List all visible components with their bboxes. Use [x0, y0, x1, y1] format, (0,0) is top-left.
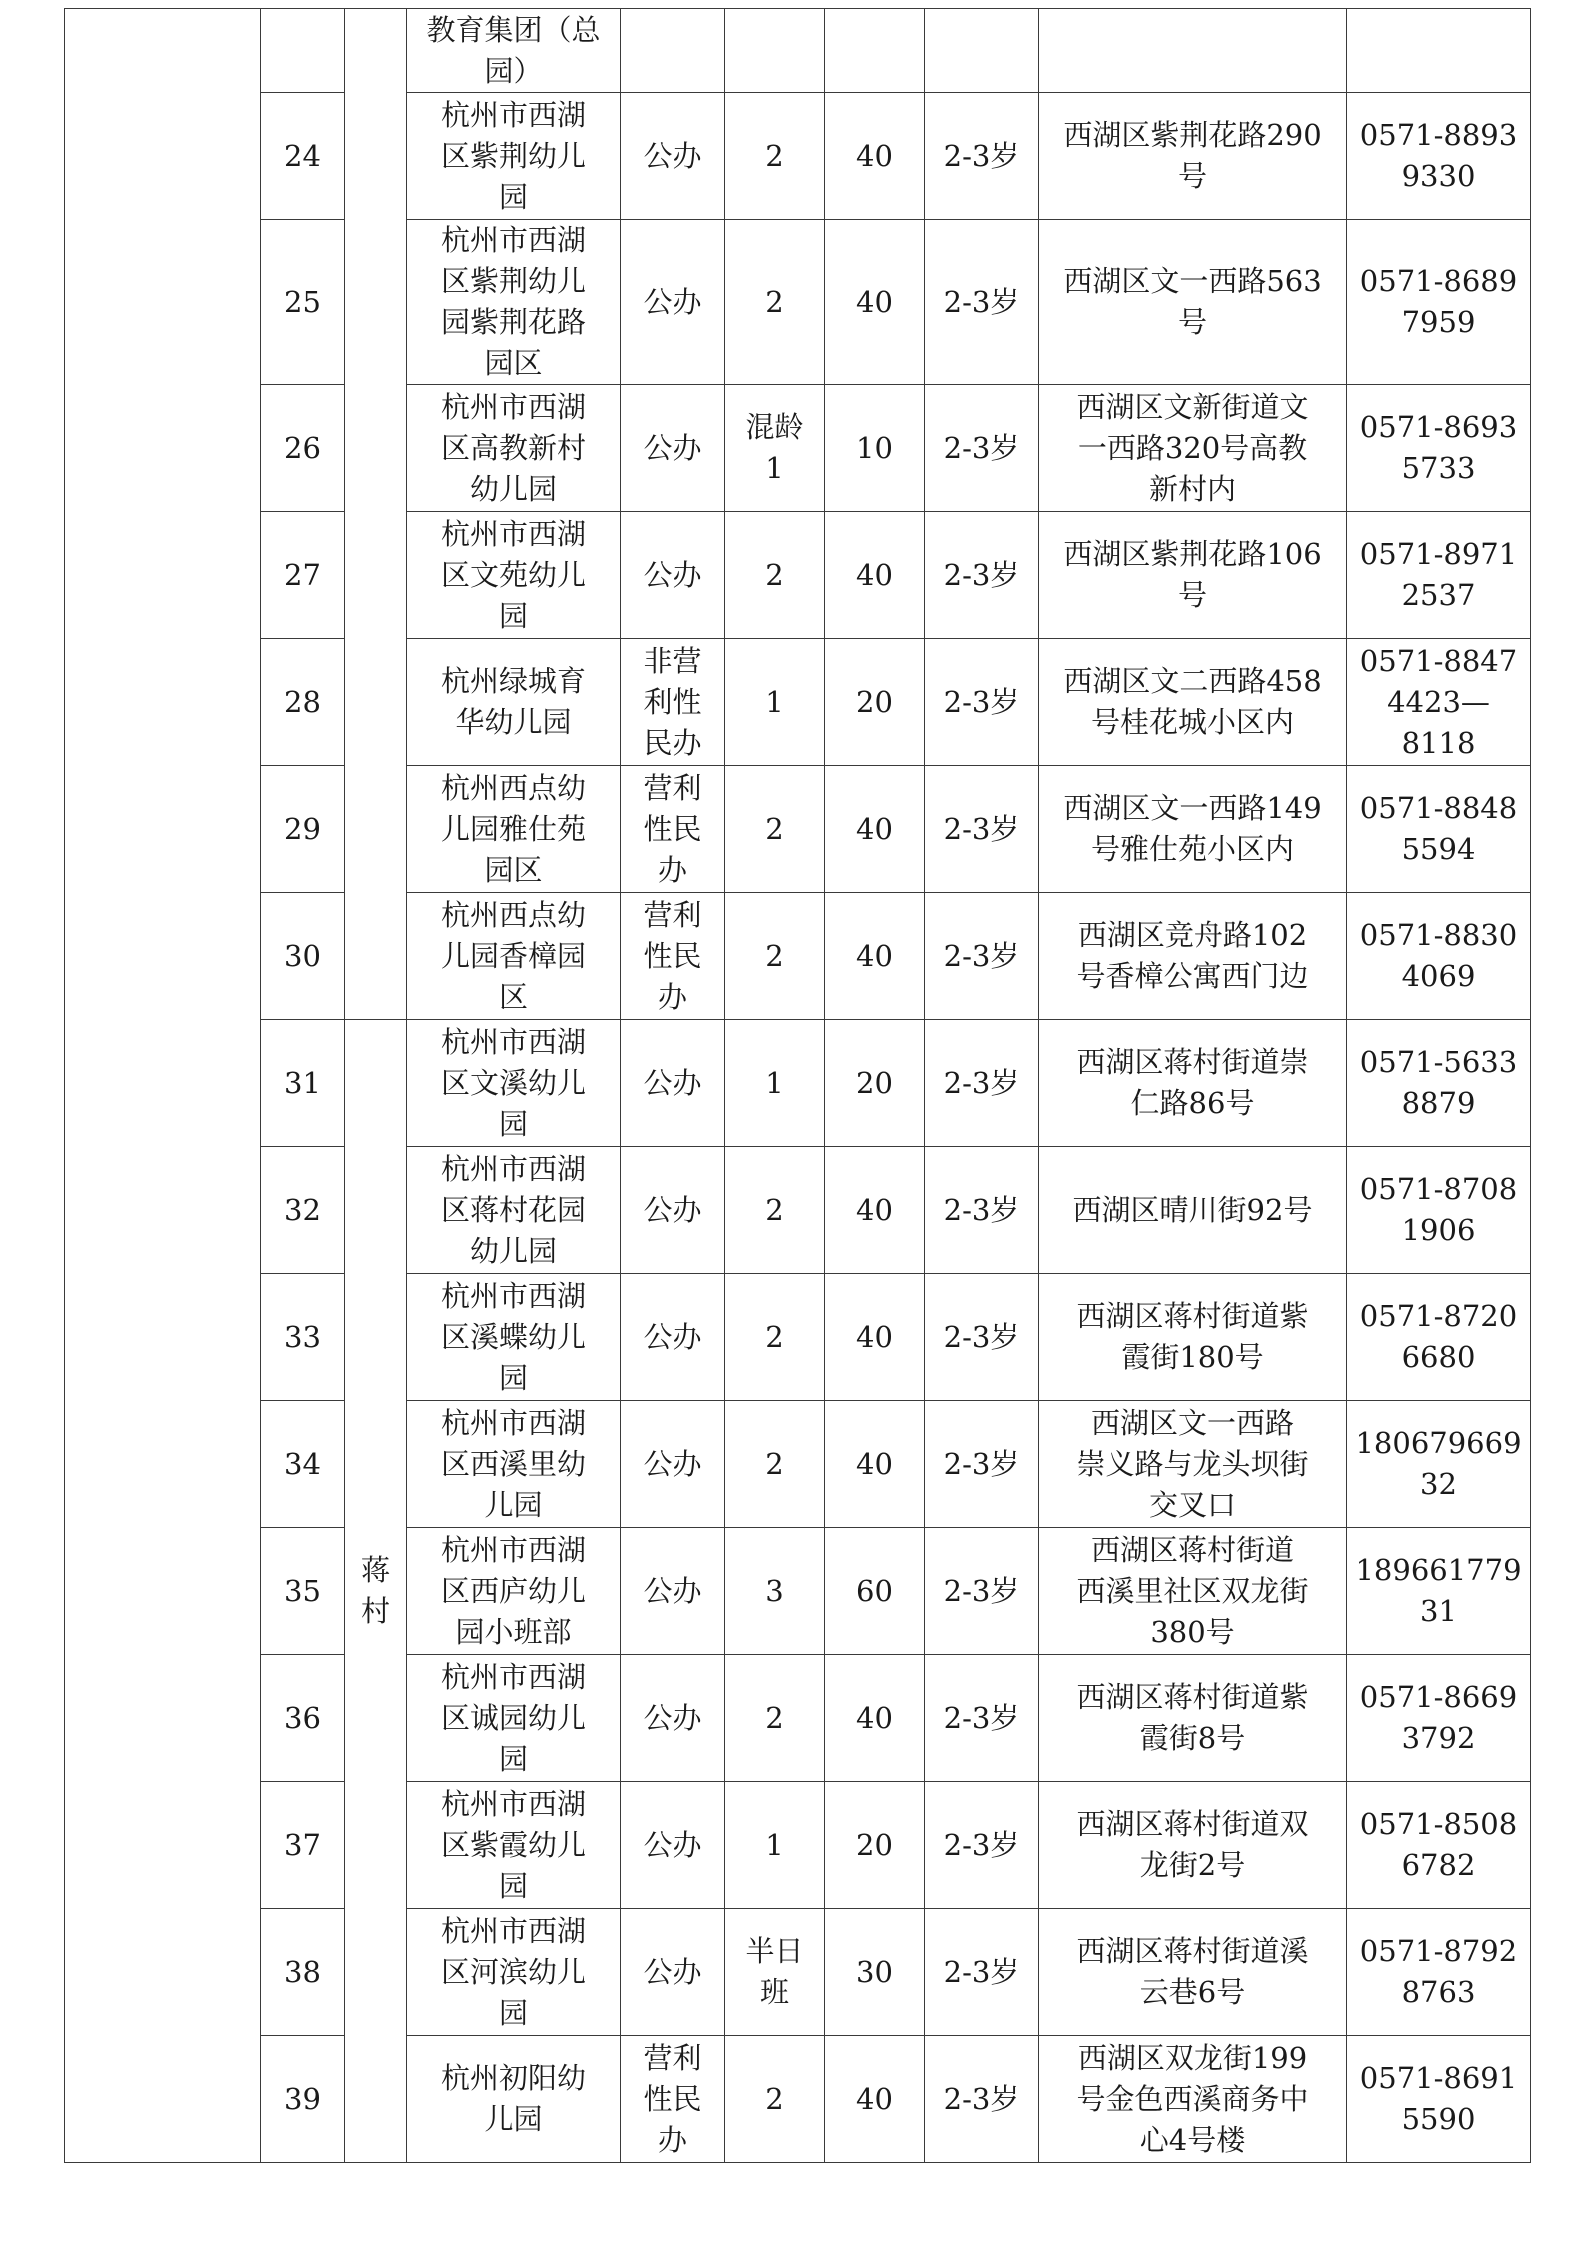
- no-cell: 34: [261, 1401, 345, 1528]
- name-cell: 杭州市西湖 区文苑幼儿 园: [407, 512, 621, 639]
- age-cell: 2-3岁: [925, 1655, 1039, 1782]
- type-cell: 公办: [621, 385, 725, 512]
- phone-cell: [1347, 9, 1531, 93]
- type-cell: 营利 性民 办: [621, 2036, 725, 2163]
- table-row: [65, 1147, 1531, 1274]
- age-cell: 2-3岁: [925, 93, 1039, 220]
- age-cell: 2-3岁: [925, 893, 1039, 1020]
- seats-cell: 40: [825, 1147, 925, 1274]
- table-row: [65, 639, 1531, 766]
- seats-cell: 40: [825, 1401, 925, 1528]
- name-cell: 杭州绿城育 华幼儿园: [407, 639, 621, 766]
- address-cell: 西湖区蒋村街道紫 霞街8号: [1039, 1655, 1347, 1782]
- seats-cell: 40: [825, 2036, 925, 2163]
- kindergarten-table: [64, 8, 1531, 2163]
- phone-cell: 0571-8847 4423— 8118: [1347, 639, 1531, 766]
- seats-cell: 10: [825, 385, 925, 512]
- address-cell: 西湖区文一西路149 号雅仕苑小区内: [1039, 766, 1347, 893]
- seats-cell: 30: [825, 1909, 925, 2036]
- name-cell: 杭州市西湖 区河滨幼儿 园: [407, 1909, 621, 2036]
- seats-cell: 20: [825, 1020, 925, 1147]
- address-cell: 西湖区蒋村街道紫 霞街180号: [1039, 1274, 1347, 1401]
- age-cell: [925, 9, 1039, 93]
- no-cell: 38: [261, 1909, 345, 2036]
- classes-cell: 2: [725, 93, 825, 220]
- seats-cell: 40: [825, 220, 925, 385]
- phone-cell: 0571-8691 5590: [1347, 2036, 1531, 2163]
- age-cell: 2-3岁: [925, 512, 1039, 639]
- phone-cell: 0571-8669 3792: [1347, 1655, 1531, 1782]
- address-cell: 西湖区蒋村街道崇 仁路86号: [1039, 1020, 1347, 1147]
- phone-cell: 0571-8689 7959: [1347, 220, 1531, 385]
- phone-cell: 0571-5633 8879: [1347, 1020, 1531, 1147]
- address-cell: 西湖区晴川街92号: [1039, 1147, 1347, 1274]
- district-cell: [65, 9, 261, 2163]
- classes-cell: 2: [725, 1655, 825, 1782]
- address-cell: 西湖区文新街道文 一西路320号高教 新村内: [1039, 385, 1347, 512]
- no-cell: 30: [261, 893, 345, 1020]
- phone-cell: 0571-8848 5594: [1347, 766, 1531, 893]
- name-cell: 杭州市西湖 区西庐幼儿 园小班部: [407, 1528, 621, 1655]
- classes-cell: 2: [725, 1274, 825, 1401]
- table-row: [65, 1655, 1531, 1782]
- table-row: [65, 93, 1531, 220]
- no-cell: 33: [261, 1274, 345, 1401]
- type-cell: 营利 性民 办: [621, 893, 725, 1020]
- table-row: [65, 1401, 1531, 1528]
- no-cell: 39: [261, 2036, 345, 2163]
- no-cell: 28: [261, 639, 345, 766]
- classes-cell: 2: [725, 1147, 825, 1274]
- name-cell: 杭州西点幼 儿园雅仕苑 园区: [407, 766, 621, 893]
- phone-cell: 189661779 31: [1347, 1528, 1531, 1655]
- type-cell: 非营 利性 民办: [621, 639, 725, 766]
- table-row: [65, 512, 1531, 639]
- type-cell: 公办: [621, 1909, 725, 2036]
- table-row: [65, 385, 1531, 512]
- table-body: [65, 9, 1531, 2163]
- address-cell: 西湖区文一西路 崇义路与龙头坝街 交叉口: [1039, 1401, 1347, 1528]
- no-cell: 32: [261, 1147, 345, 1274]
- street-label: 蒋村: [360, 1553, 390, 1628]
- type-cell: [621, 9, 725, 93]
- phone-cell: 0571-8508 6782: [1347, 1782, 1531, 1909]
- age-cell: 2-3岁: [925, 220, 1039, 385]
- address-cell: 西湖区蒋村街道溪 云巷6号: [1039, 1909, 1347, 2036]
- table-row: [65, 1782, 1531, 1909]
- name-cell: 杭州市西湖 区西溪里幼 儿园: [407, 1401, 621, 1528]
- classes-cell: 2: [725, 893, 825, 1020]
- classes-cell: 1: [725, 1020, 825, 1147]
- type-cell: 公办: [621, 220, 725, 385]
- table-row: [65, 893, 1531, 1020]
- table-row: [65, 1528, 1531, 1655]
- seats-cell: 60: [825, 1528, 925, 1655]
- seats-cell: 20: [825, 639, 925, 766]
- seats-cell: 40: [825, 93, 925, 220]
- table-row: [65, 1909, 1531, 2036]
- seats-cell: [825, 9, 925, 93]
- address-cell: 西湖区蒋村街道双 龙街2号: [1039, 1782, 1347, 1909]
- age-cell: 2-3岁: [925, 2036, 1039, 2163]
- age-cell: 2-3岁: [925, 639, 1039, 766]
- no-cell: [261, 9, 345, 93]
- age-cell: 2-3岁: [925, 1274, 1039, 1401]
- classes-cell: 半日 班: [725, 1909, 825, 2036]
- no-cell: 36: [261, 1655, 345, 1782]
- no-cell: 24: [261, 93, 345, 220]
- age-cell: 2-3岁: [925, 1020, 1039, 1147]
- type-cell: 公办: [621, 512, 725, 639]
- type-cell: 公办: [621, 1528, 725, 1655]
- address-cell: 西湖区紫荆花路290 号: [1039, 93, 1347, 220]
- classes-cell: 1: [725, 639, 825, 766]
- table-row: [65, 1020, 1531, 1147]
- no-cell: 26: [261, 385, 345, 512]
- seats-cell: 20: [825, 1782, 925, 1909]
- no-cell: 29: [261, 766, 345, 893]
- address-cell: 西湖区蒋村街道 西溪里社区双龙街 380号: [1039, 1528, 1347, 1655]
- type-cell: 公办: [621, 1020, 725, 1147]
- classes-cell: 2: [725, 1401, 825, 1528]
- age-cell: 2-3岁: [925, 1909, 1039, 2036]
- name-cell: 杭州西点幼 儿园香樟园 区: [407, 893, 621, 1020]
- age-cell: 2-3岁: [925, 1782, 1039, 1909]
- age-cell: 2-3岁: [925, 1528, 1039, 1655]
- table-row: [65, 2036, 1531, 2163]
- table-row: [65, 1274, 1531, 1401]
- name-cell: 杭州市西湖 区紫荆幼儿 园紫荆花路 园区: [407, 220, 621, 385]
- type-cell: 公办: [621, 1147, 725, 1274]
- address-cell: 西湖区竞舟路102 号香樟公寓西门边: [1039, 893, 1347, 1020]
- table-row: [65, 766, 1531, 893]
- classes-cell: 3: [725, 1528, 825, 1655]
- name-cell: 杭州市西湖 区紫荆幼儿 园: [407, 93, 621, 220]
- phone-cell: 0571-8708 1906: [1347, 1147, 1531, 1274]
- address-cell: 西湖区文一西路563 号: [1039, 220, 1347, 385]
- street-cell: [345, 1020, 407, 2163]
- type-cell: 营利 性民 办: [621, 766, 725, 893]
- classes-cell: 2: [725, 2036, 825, 2163]
- classes-cell: [725, 9, 825, 93]
- type-cell: 公办: [621, 1401, 725, 1528]
- name-cell: 杭州市西湖 区诚园幼儿 园: [407, 1655, 621, 1782]
- no-cell: 35: [261, 1528, 345, 1655]
- phone-cell: 180679669 32: [1347, 1401, 1531, 1528]
- age-cell: 2-3岁: [925, 1401, 1039, 1528]
- name-cell: 教育集团（总 园）: [407, 9, 621, 93]
- classes-cell: 2: [725, 512, 825, 639]
- seats-cell: 40: [825, 766, 925, 893]
- street-cell: [345, 9, 407, 1020]
- name-cell: 杭州市西湖 区高教新村 幼儿园: [407, 385, 621, 512]
- seats-cell: 40: [825, 1274, 925, 1401]
- type-cell: 公办: [621, 1655, 725, 1782]
- phone-cell: 0571-8893 9330: [1347, 93, 1531, 220]
- address-cell: 西湖区双龙街199 号金色西溪商务中 心4号楼: [1039, 2036, 1347, 2163]
- phone-cell: 0571-8693 5733: [1347, 385, 1531, 512]
- age-cell: 2-3岁: [925, 385, 1039, 512]
- classes-cell: 1: [725, 1782, 825, 1909]
- phone-cell: 0571-8971 2537: [1347, 512, 1531, 639]
- classes-cell: 2: [725, 766, 825, 893]
- classes-cell: 2: [725, 220, 825, 385]
- phone-cell: 0571-8720 6680: [1347, 1274, 1531, 1401]
- name-cell: 杭州市西湖 区紫霞幼儿 园: [407, 1782, 621, 1909]
- name-cell: 杭州市西湖 区蒋村花园 幼儿园: [407, 1147, 621, 1274]
- seats-cell: 40: [825, 893, 925, 1020]
- no-cell: 25: [261, 220, 345, 385]
- name-cell: 杭州初阳幼 儿园: [407, 2036, 621, 2163]
- name-cell: 杭州市西湖 区文溪幼儿 园: [407, 1020, 621, 1147]
- age-cell: 2-3岁: [925, 1147, 1039, 1274]
- table-row: [65, 220, 1531, 385]
- address-cell: [1039, 9, 1347, 93]
- address-cell: 西湖区文二西路458 号桂花城小区内: [1039, 639, 1347, 766]
- name-cell: 杭州市西湖 区溪蝶幼儿 园: [407, 1274, 621, 1401]
- phone-cell: 0571-8830 4069: [1347, 893, 1531, 1020]
- seats-cell: 40: [825, 512, 925, 639]
- type-cell: 公办: [621, 1782, 725, 1909]
- no-cell: 37: [261, 1782, 345, 1909]
- address-cell: 西湖区紫荆花路106 号: [1039, 512, 1347, 639]
- table-row: [65, 9, 1531, 93]
- age-cell: 2-3岁: [925, 766, 1039, 893]
- phone-cell: 0571-8792 8763: [1347, 1909, 1531, 2036]
- type-cell: 公办: [621, 93, 725, 220]
- classes-cell: 混龄 1: [725, 385, 825, 512]
- no-cell: 31: [261, 1020, 345, 1147]
- no-cell: 27: [261, 512, 345, 639]
- type-cell: 公办: [621, 1274, 725, 1401]
- seats-cell: 40: [825, 1655, 925, 1782]
